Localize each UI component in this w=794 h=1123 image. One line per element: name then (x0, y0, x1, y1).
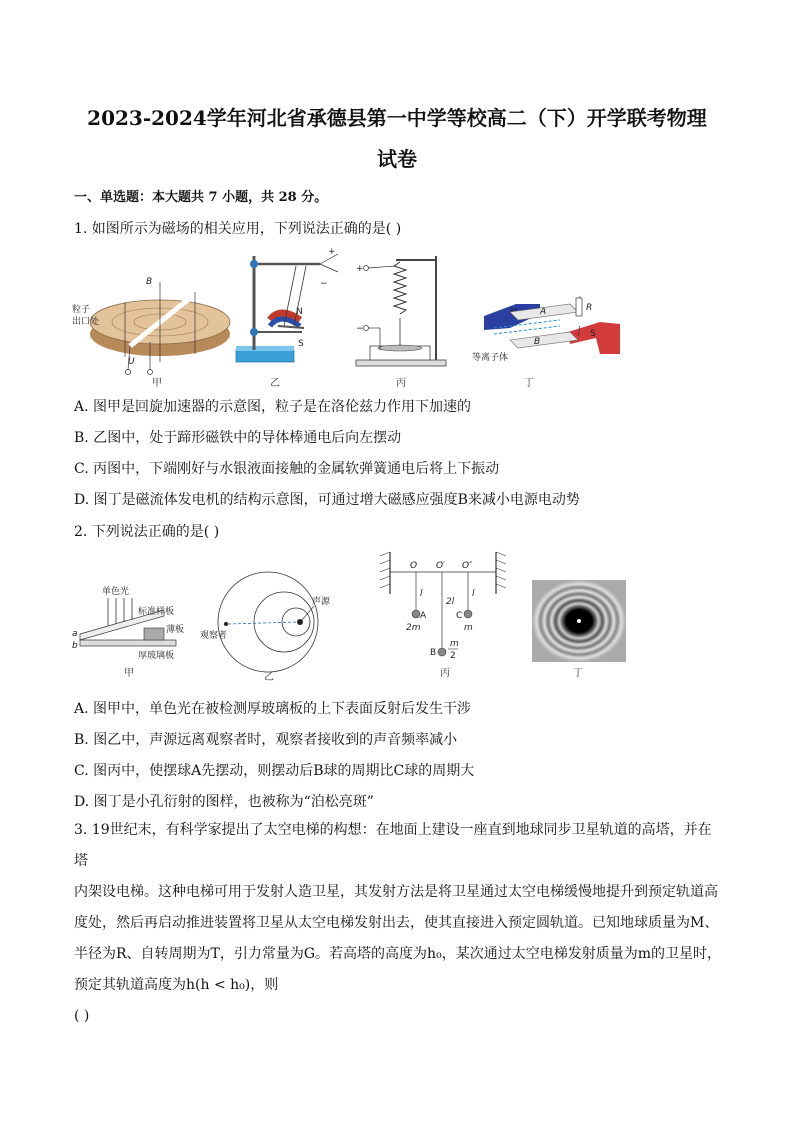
q2-label-standard: 标准样板 (138, 607, 175, 617)
q1-label-N: N (296, 307, 303, 317)
paper-title-line2: 试卷 (377, 147, 417, 171)
q1-fig-yi (236, 247, 338, 389)
q3-line: 3. 19世纪末，有科学家提出了太空电梯的构想：在地面上建设一座直到地球同步卫星轨道的高塔，并在塔 (74, 822, 712, 869)
q3-line: 内架设电梯。这种电梯可用于发射人造卫星，其发射方法是将卫星通过太空电梯缓慢地提升到预定轨道高 (74, 884, 718, 900)
q1-fig-jia (72, 277, 230, 389)
q2-label-l2: 2l (446, 597, 455, 607)
q2-fig-ding (532, 580, 626, 679)
q2-label-C: C (456, 611, 463, 621)
q1-caption-yi: 乙 (270, 378, 280, 389)
q2-label-thick: 厚玻璃板 (138, 651, 175, 661)
q1-figures (70, 242, 630, 390)
q2-caption-bing: 丙 (440, 668, 450, 679)
q2-label-source: 声源 (312, 597, 331, 607)
q1-label-minus-bing: − (356, 324, 364, 334)
q2-option-b[interactable]: B. 图乙中，声源远离观察者时，观察者接收到的声音频率减小 (74, 732, 458, 748)
q1-label-minus-yi: − (320, 279, 328, 289)
q1-option-b[interactable]: B. 乙图中，处于蹄形磁铁中的导体棒通电后向左摆动 (74, 430, 402, 446)
q2-label-2m: 2m (406, 623, 421, 633)
q2-label-l1: l (420, 589, 423, 599)
q2-stem: 2. 下列说法正确的是( ) (74, 524, 220, 540)
q1-label-plus-yi: + (328, 247, 336, 257)
q1-option-c[interactable]: C. 丙图中，下端刚好与水银液面接触的金属软弹簧通电后将上下振动 (74, 461, 500, 477)
q3-text (74, 815, 722, 1032)
q3-line: 半径为R、自转周期为T，引力常量为G。若高塔的高度为h₀，某次通过太空电梯发射质量为m的卫星时， (74, 946, 721, 962)
q2-caption-yi: 乙 (264, 672, 274, 683)
q3-line: 度处，然后再启动推进装置将卫星从太空电梯发射出去，使其直接进入预定圆轨道。已知地球质量为M、 (74, 915, 719, 931)
q1-label-lizi: 粒子 (72, 305, 91, 315)
q2-label-l3: l (472, 589, 475, 599)
q1-label-A: A (540, 307, 547, 317)
q2-option-d[interactable]: D. 图丁是小孔衍射的图样，也被称为“泊松亮斑” (74, 794, 374, 810)
q3-line: ( ) (74, 1008, 90, 1024)
q1-fig-bing (356, 256, 446, 389)
q1-label-plus-bing: + (356, 264, 364, 274)
q2-label-m: m (464, 623, 473, 633)
q2-label-mhalf-num: m (450, 639, 459, 649)
q2-caption-jia: 甲 (124, 668, 134, 679)
q2-label-a: a (72, 629, 78, 639)
q1-label-S: S (298, 339, 304, 349)
section-heading: 一、单选题：本大题共 7 小题，共 28 分。 (74, 190, 328, 205)
q2-label-B: B (430, 648, 437, 658)
q1-label-B-ding: B (534, 337, 541, 347)
paper-title-line1: 2023-2024学年河北省承德县第一中学等校高二（下）开学联考物理 (87, 106, 707, 130)
q1-label-U: U (128, 357, 135, 367)
q1-caption-ding: 丁 (524, 378, 534, 389)
q1-caption-jia: 甲 (152, 378, 162, 389)
q1-label-B: B (146, 277, 153, 287)
q2-label-O: O (410, 561, 418, 571)
q1-label-plasma: 等离子体 (472, 353, 509, 363)
q2-label-mhalf-den: 2 (450, 651, 456, 661)
q1-fig-ding (472, 296, 620, 389)
q2-fig-jia (72, 585, 184, 679)
q1-label-S-ding: S (590, 329, 596, 339)
q2-figures (68, 548, 638, 688)
q1-caption-bing: 丙 (396, 378, 406, 389)
q1-option-a[interactable]: A. 图甲是回旋加速器的示意图，粒子是在洛伦兹力作用下加速的 (74, 399, 472, 415)
q1-stem: 1. 如图所示为磁场的相关应用，下列说法正确的是( ) (74, 221, 402, 237)
q2-label-A: A (420, 611, 427, 621)
q2-label-O1: O′ (436, 561, 446, 571)
q2-label-thin: 薄板 (166, 625, 185, 635)
q2-fig-bing (380, 552, 506, 679)
q2-option-a[interactable]: A. 图甲中，单色光在被检测厚玻璃板的上下表面反射后发生干涉 (74, 701, 472, 717)
q2-label-b: b (72, 641, 78, 651)
q2-option-c[interactable]: C. 图丙中，使摆球A先摆动，则摆动后B球的周期比C球的周期大 (74, 763, 475, 779)
q2-label-light: 单色光 (102, 587, 130, 597)
q1-label-R: R (586, 303, 593, 313)
q2-fig-yi (200, 572, 331, 683)
q1-label-chukou: 出口处 (72, 317, 100, 327)
q2-caption-ding: 丁 (573, 668, 583, 679)
q1-option-d[interactable]: D. 图丁是磁流体发电机的结构示意图，可通过增大磁感应强度B来减小电源电动势 (74, 492, 580, 508)
q2-label-O2: O″ (462, 561, 473, 571)
q2-label-observer: 观察者 (200, 631, 228, 641)
q3-line: 预定其轨道高度为h(h < h₀)，则 (74, 977, 279, 993)
